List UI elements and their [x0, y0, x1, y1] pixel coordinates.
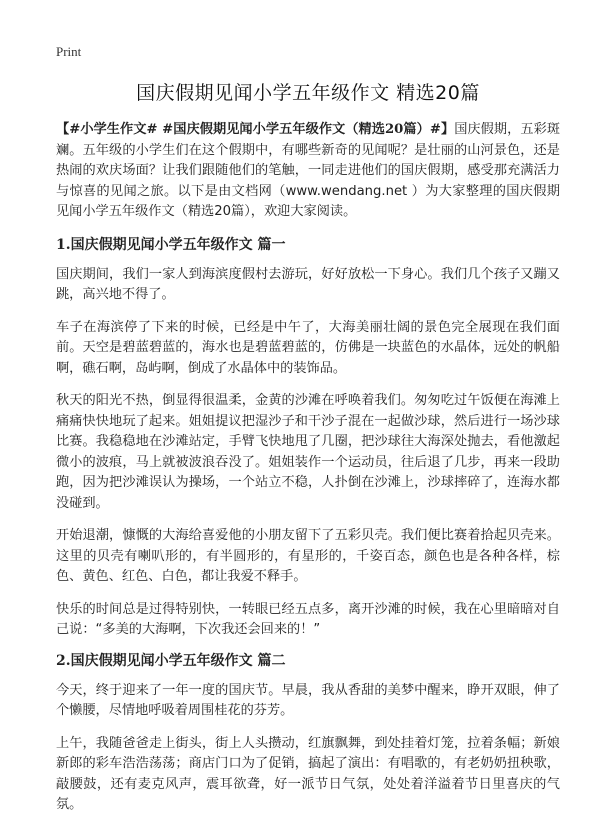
- intro-paragraph: [56, 120, 560, 223]
- intro-text: 国庆假期，五彩斑斓。五年级的小学生们在这个假期中，有哪些新奇的见闻呢？是壮丽的山河景色，还是热闹的欢庆场面？让我们跟随他们的笔触，一同走进他们的国庆假期，感受那充满活力与惊喜的见闻之旅。以下是由文档网（www.wendang.net ）为大家整理的国庆假期见闻小学五年级作文（精选20篇），欢迎大家阅读。: [56, 122, 561, 219]
- section-1-paragraph-4: 开始退潮，慷慨的大海给喜爱他的小朋友留下了五彩贝壳。我们便比赛着拾起贝壳来。这里的贝壳有喇叭形的，有半圆形的，有星形的，千姿百态，颜色也是各种各样，棕色、黄色、红色、白色，都让我爱不释手。: [56, 528, 560, 584]
- section-heading-2: 2.国庆假期见闻小学五年级作文 篇二: [56, 652, 286, 669]
- page-title: 国庆假期见闻小学五年级作文 精选20篇: [136, 82, 480, 104]
- section-1-paragraph-1: 国庆期间，我们一家人到海滨度假村去游玩，好好放松一下身心。我们几个孩子又蹦又跳，高兴地不得了。: [56, 266, 560, 302]
- print-label: Print: [56, 44, 82, 59]
- section-2-paragraph-2: 上午，我随爸爸走上街头，街上人头攒动，红旗飘舞，到处挂着灯笼，拉着条幅；新娘新郎的彩车浩浩荡荡；商店门口为了促销，搞起了演出：有唱歌的，有老奶奶扭秧歌，敲腰鼓，还有麦克风声，震耳欲聋，好一派节日气氛，处处着洋溢着节日里喜庆的气氛。: [56, 735, 560, 812]
- section-1-paragraph-3: 秋天的阳光不热，倒显得很温柔，金黄的沙滩在呼唤着我们。匆匆吃过午饭便在海滩上痛痛快快地玩了起来。姐姐提议把湿沙子和干沙子混在一起做沙球，然后进行一场沙球比赛。我稳稳地在沙滩站定，手臂飞快地甩了几圈，把沙球往大海深处抛去，看他激起微小的波痕，马上就被波浪吞没了。姐姐装作一个运动员，往后退了几步，再来一段助跑，因为把沙滩误认为操场，一个站立不稳，人扑倒在沙滩上，沙球摔碎了，连海水都没碰到。: [56, 393, 560, 511]
- article-body: [56, 120, 560, 828]
- intro-tags: 【#小学生作文# #国庆假期见闻小学五年级作文（精选20篇）#】: [56, 122, 455, 137]
- section-1-paragraph-5: 快乐的时间总是过得特别快，一转眼已经五点多，离开沙滩的时候，我在心里暗暗对自己说：“多美的大海啊，下次我还会回来的！”: [56, 601, 560, 637]
- section-2-paragraph-1: 今天，终于迎来了一年一度的国庆节。早晨，我从香甜的美梦中醒来，睁开双眼，伸了个懒腰，尽情地呼吸着周围桂花的芬芳。: [56, 682, 560, 718]
- section-heading-1: 1.国庆假期见闻小学五年级作文 篇一: [56, 236, 286, 253]
- section-1-paragraph-2: 车子在海滨停了下来的时候，已经是中午了，大海美丽壮阔的景色完全展现在我们面前。天空是碧蓝碧蓝的，海水也是碧蓝碧蓝的，仿佛是一块蓝色的水晶体，远处的帆船啊，礁石啊，岛屿啊，倒成了水晶体中的装饰品。: [56, 319, 560, 376]
